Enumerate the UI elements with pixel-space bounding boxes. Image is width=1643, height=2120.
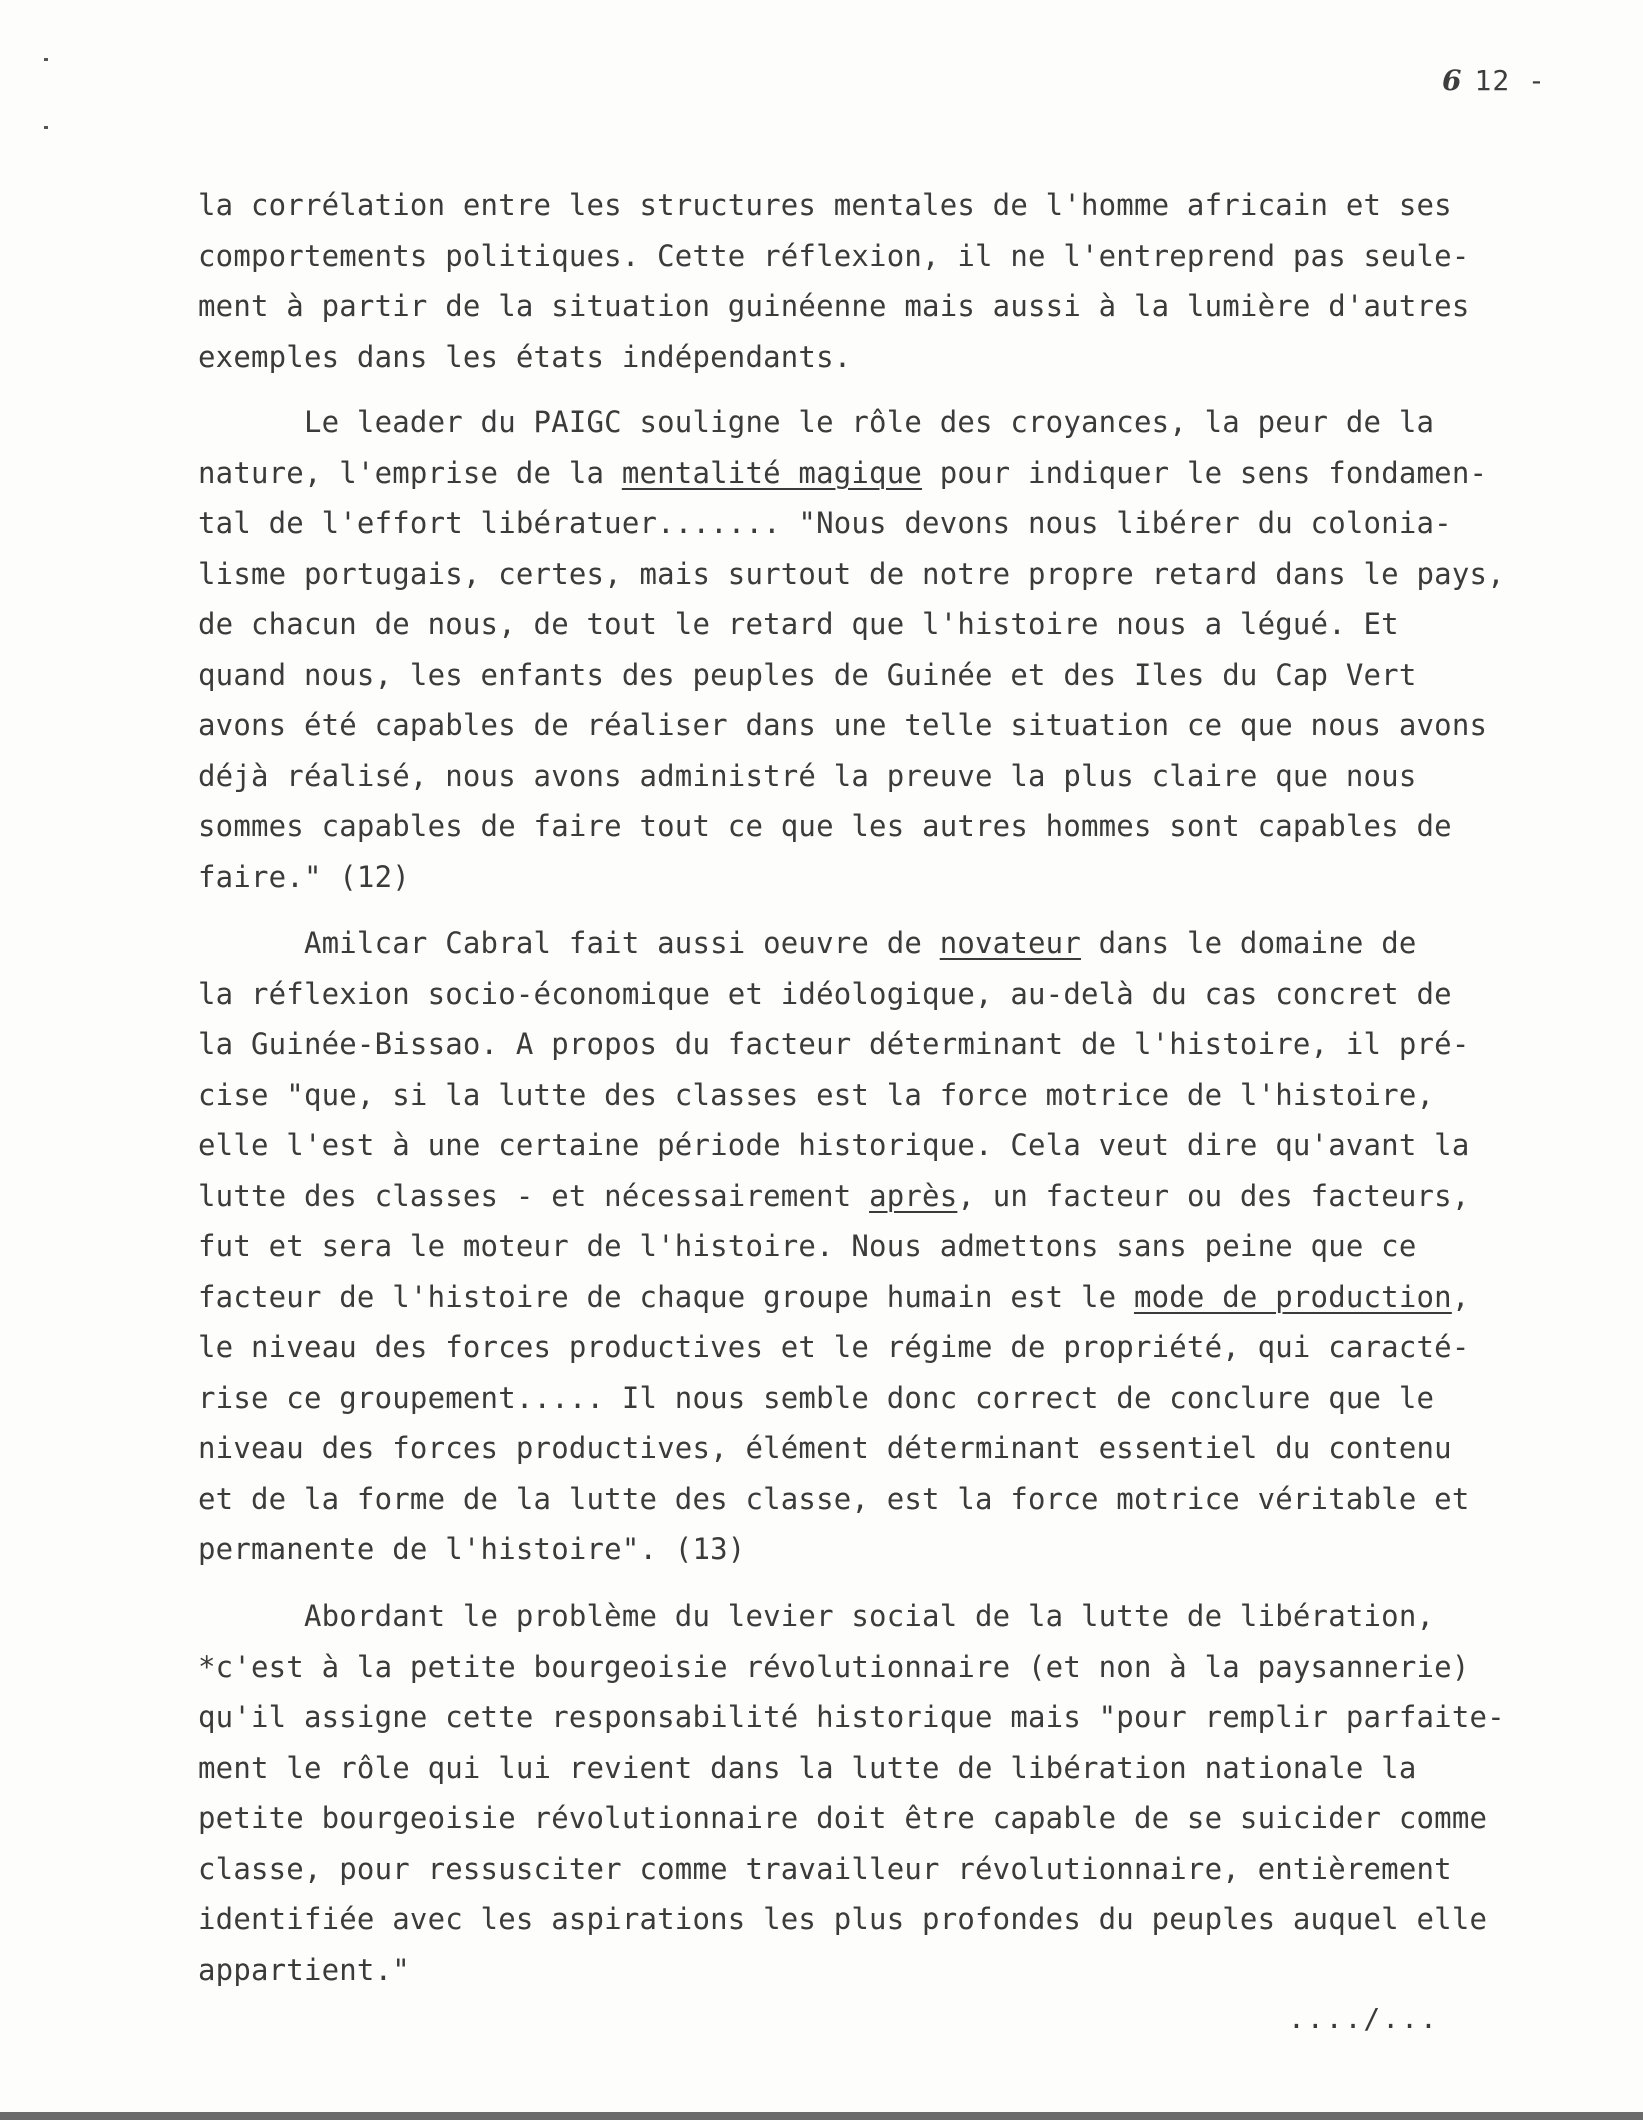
underlined-phrase: mentalité magique (621, 455, 923, 490)
text-line: qu'il assigne cette responsabilité historique mais "pour remplir parfaite- (198, 1700, 1505, 1734)
paragraph-3 (198, 918, 1638, 1575)
text-line: nature, l'emprise de la mentalité magique pour indiquer le sens fondamen- (198, 455, 1488, 490)
text-line: déjà réalisé, nous avons administré la preuve la plus claire que nous (198, 758, 1417, 793)
text-line: avons été capables de réaliser dans une telle situation ce que nous avons (198, 708, 1488, 742)
text-line: *c'est à la petite bourgeoisie révolutionnaire (et non à la paysannerie) (198, 1649, 1470, 1684)
text-line: tal de l'effort libératuer....... "Nous devons nous libérer du colonia- (198, 506, 1452, 540)
text-line: ment à partir de la situation guinéenne mais aussi à la lumière d'autres (198, 289, 1470, 323)
margin-mark-bottom (44, 126, 48, 129)
text-line: la corrélation entre les structures mentales de l'homme africain et ses (198, 188, 1452, 222)
text-line: petite bourgeoisie révolutionnaire doit être capable de se suicider comme (198, 1801, 1488, 1835)
page-number (1442, 64, 1546, 97)
underlined-phrase: après (869, 1178, 958, 1213)
text-line: cise "que, si la lutte des classes est la force motrice de l'histoire, (198, 1077, 1435, 1112)
text-line: permanente de l'histoire". (13) (198, 1532, 746, 1566)
text-line: sommes capables de faire tout ce que les autres hommes sont capables de (198, 809, 1452, 843)
scan-bottom-edge (0, 2112, 1643, 2120)
text-line: Abordant le problème du levier social de la lutte de libération, (198, 1599, 1435, 1633)
continuation-mark: ..../... (1288, 2002, 1439, 2035)
text-line: Le leader du PAIGC souligne le rôle des croyances, la peur de la (198, 405, 1435, 439)
text-line: comportements politiques. Cette réflexion, il ne l'entreprend pas seule- (198, 238, 1470, 273)
text-line: classe, pour ressusciter comme travailleur révolutionnaire, entièrement (198, 1851, 1452, 1886)
page-number-prefix: 6 (1442, 64, 1463, 97)
text-line: rise ce groupement..... Il nous semble donc correct de conclure que le (198, 1380, 1435, 1415)
text-line: niveau des forces productives, élément déterminant essentiel du contenu (198, 1431, 1452, 1465)
text-line: de chacun de nous, de tout le retard que l'histoire nous a légué. Et (198, 607, 1399, 641)
text-line: la Guinée-Bissao. A propos du facteur déterminant de l'histoire, il pré- (198, 1027, 1470, 1061)
text-line: appartient." (198, 1952, 410, 1987)
text-line: lutte des classes - et nécessairement après, un facteur ou des facteurs, (198, 1178, 1470, 1213)
text-line: ment le rôle qui lui revient dans la lutte de libération nationale la (198, 1750, 1417, 1785)
text-line: Amilcar Cabral fait aussi oeuvre de novateur dans le domaine de (198, 926, 1417, 960)
text-line: identifiée avec les aspirations les plus profondes du peuples auquel elle (198, 1902, 1488, 1936)
paragraph-4 (198, 1591, 1638, 1995)
text-line: la réflexion socio-économique et idéologique, au-delà du cas concret de (198, 976, 1452, 1011)
underlined-phrase: mode de production (1133, 1279, 1452, 1314)
text-line: et de la forme de la lutte des classe, est la force motrice véritable et (198, 1481, 1470, 1516)
text-line: faire." (12) (198, 859, 410, 894)
underlined-phrase: novateur (939, 926, 1081, 960)
text-line: quand nous, les enfants des peuples de Guinée et des Iles du Cap Vert (198, 657, 1417, 692)
page-number-value: 12 - (1474, 64, 1546, 97)
paragraph-1 (198, 180, 1638, 382)
paragraph-2 (198, 397, 1638, 902)
text-line: exemples dans les états indépendants. (198, 339, 852, 374)
margin-mark-top (44, 58, 48, 61)
text-line: elle l'est à une certaine période historique. Cela veut dire qu'avant la (198, 1128, 1470, 1162)
text-line: lisme portugais, certes, mais surtout de notre propre retard dans le pays, (198, 556, 1505, 591)
text-line: facteur de l'histoire de chaque groupe humain est le mode de production, (198, 1279, 1470, 1314)
text-line: le niveau des forces productives et le régime de propriété, qui caracté- (198, 1330, 1470, 1364)
text-line: fut et sera le moteur de l'histoire. Nous admettons sans peine que ce (198, 1229, 1417, 1263)
